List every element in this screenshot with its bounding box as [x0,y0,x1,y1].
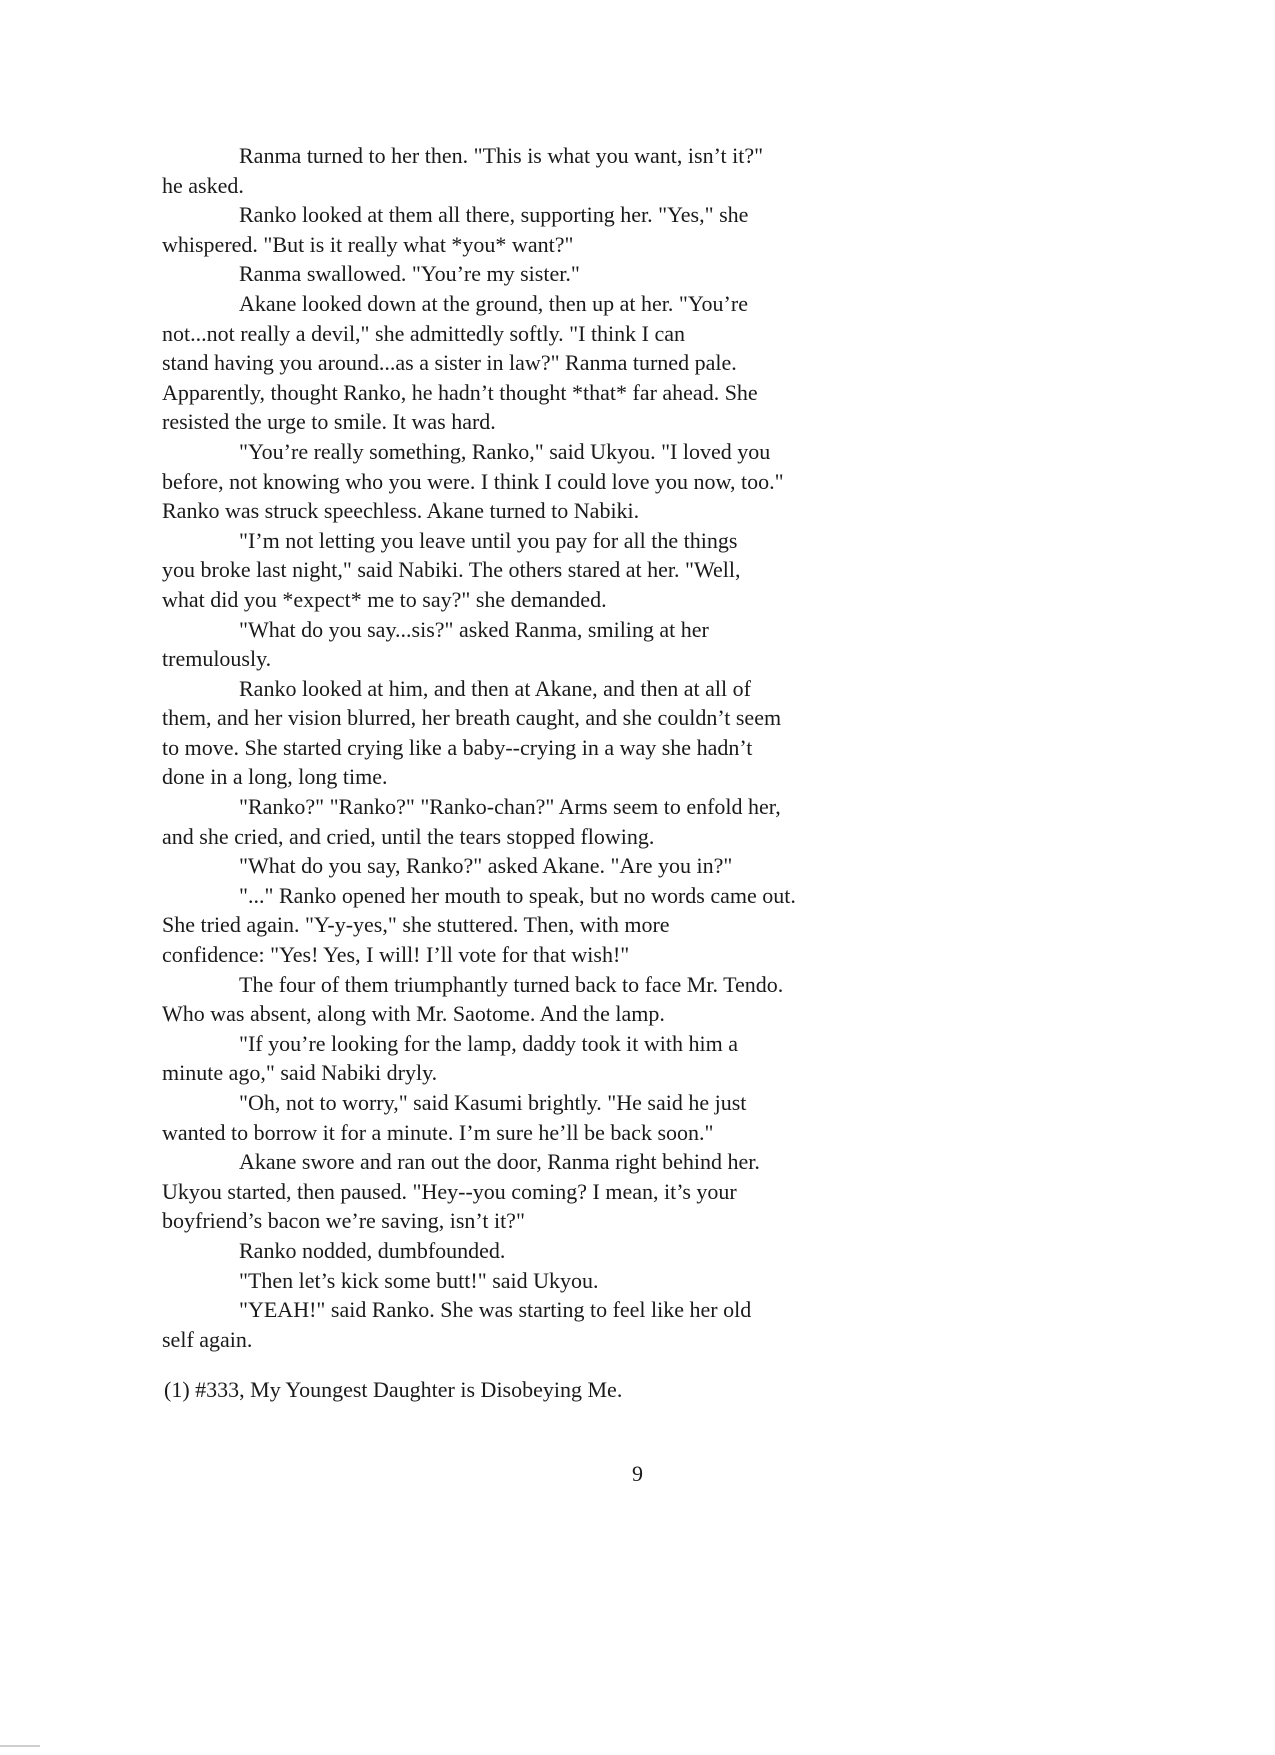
text-line: Ranma swallowed. "You’re my sister." [239,261,580,287]
text-line: Ranko looked at them all there, supporting her. "Yes," she [239,202,749,228]
text-line: Ranko nodded, dumbfounded. [239,1237,506,1263]
text-line: Akane looked down at the ground, then up at her. "You’re [239,290,748,316]
text-line: you broke last night," said Nabiki. The others stared at her. "Well, [162,557,741,583]
text-line: to move. She started crying like a baby--crying in a way she hadn’t [162,734,753,760]
text-line: "Ranko?" "Ranko?" "Ranko-chan?" Arms seem to enfold her, [239,794,781,820]
text-line: done in a long, long time. [162,764,388,790]
text-line: stand having you around...as a sister in law?" Ranma turned pale. [162,350,737,376]
text-line: "Oh, not to worry," said Kasumi brightly. "He said he just [239,1090,747,1115]
text-line: "..." Ranko opened her mouth to speak, but no words came out. [239,882,796,908]
text-line: boyfriend’s bacon we’re saving, isn’t it?" [162,1208,525,1234]
text-line: tremulously. [162,646,272,672]
text-line: resisted the urge to smile. It was hard. [162,409,496,435]
text-line: minute ago," said Nabiki dryly. [162,1060,438,1086]
text-line: Apparently, thought Ranko, he hadn’t thought *that* far ahead. She [162,379,758,405]
text-line: whispered. "But is it really what *you* want?" [162,231,574,257]
body-text [162,141,902,1354]
text-line: "What do you say, Ranko?" asked Akane. "Are you in?" [239,853,733,879]
text-line: The four of them triumphantly turned back to face Mr. Tendo. [239,971,784,997]
text-line: "YEAH!" said Ranko. She was starting to feel like her old [239,1297,752,1323]
text-line: Ranko was struck speechless. Akane turned to Nabiki. [162,498,640,524]
text-line: Who was absent, along with Mr. Saotome. And the lamp. [162,1001,665,1027]
text-line: Ranma turned to her then. "This is what you want, isn’t it?" [239,143,764,168]
text-line: and she cried, and cried, until the tears stopped flowing. [162,823,655,849]
text-line: them, and her vision blurred, her breath caught, and she couldn’t seem [162,705,782,731]
page-number: 9 [632,1461,643,1486]
text-line: wanted to borrow it for a minute. I’m sure he’ll be back soon." [162,1119,714,1145]
text-line: not...not really a devil," she admittedly softly. "I think I can [162,320,686,346]
text-line: "Then let’s kick some butt!" said Ukyou. [239,1267,599,1293]
text-line: Akane swore and ran out the door, Ranma right behind her. [239,1149,760,1175]
text-line: She tried again. "Y-y-yes," she stuttered. Then, with more [162,912,670,938]
text-line: "You’re really something, Ranko," said Ukyou. "I loved you [239,438,771,464]
text-line: he asked. [162,172,244,198]
text-line: what did you *expect* me to say?" she demanded. [162,586,607,612]
text-line: "I’m not letting you leave until you pay for all the things [239,527,738,553]
text-line: self again. [162,1326,253,1352]
text-line: Ukyou started, then paused. "Hey--you coming? I mean, it’s your [162,1178,737,1204]
text-line: Ranko looked at him, and then at Akane, and then at all of [239,675,751,701]
footnote: (1) #333, My Youngest Daughter is Disobeying Me. [164,1377,623,1402]
scan-edge-mark [0,1745,40,1747]
text-line: before, not knowing who you were. I think I could love you now, too." [162,468,784,494]
text-line: "If you’re looking for the lamp, daddy took it with him a [239,1030,738,1056]
text-line: confidence: "Yes! Yes, I will! I’ll vote for that wish!" [162,942,630,968]
text-line: "What do you say...sis?" asked Ranma, smiling at her [239,616,709,642]
